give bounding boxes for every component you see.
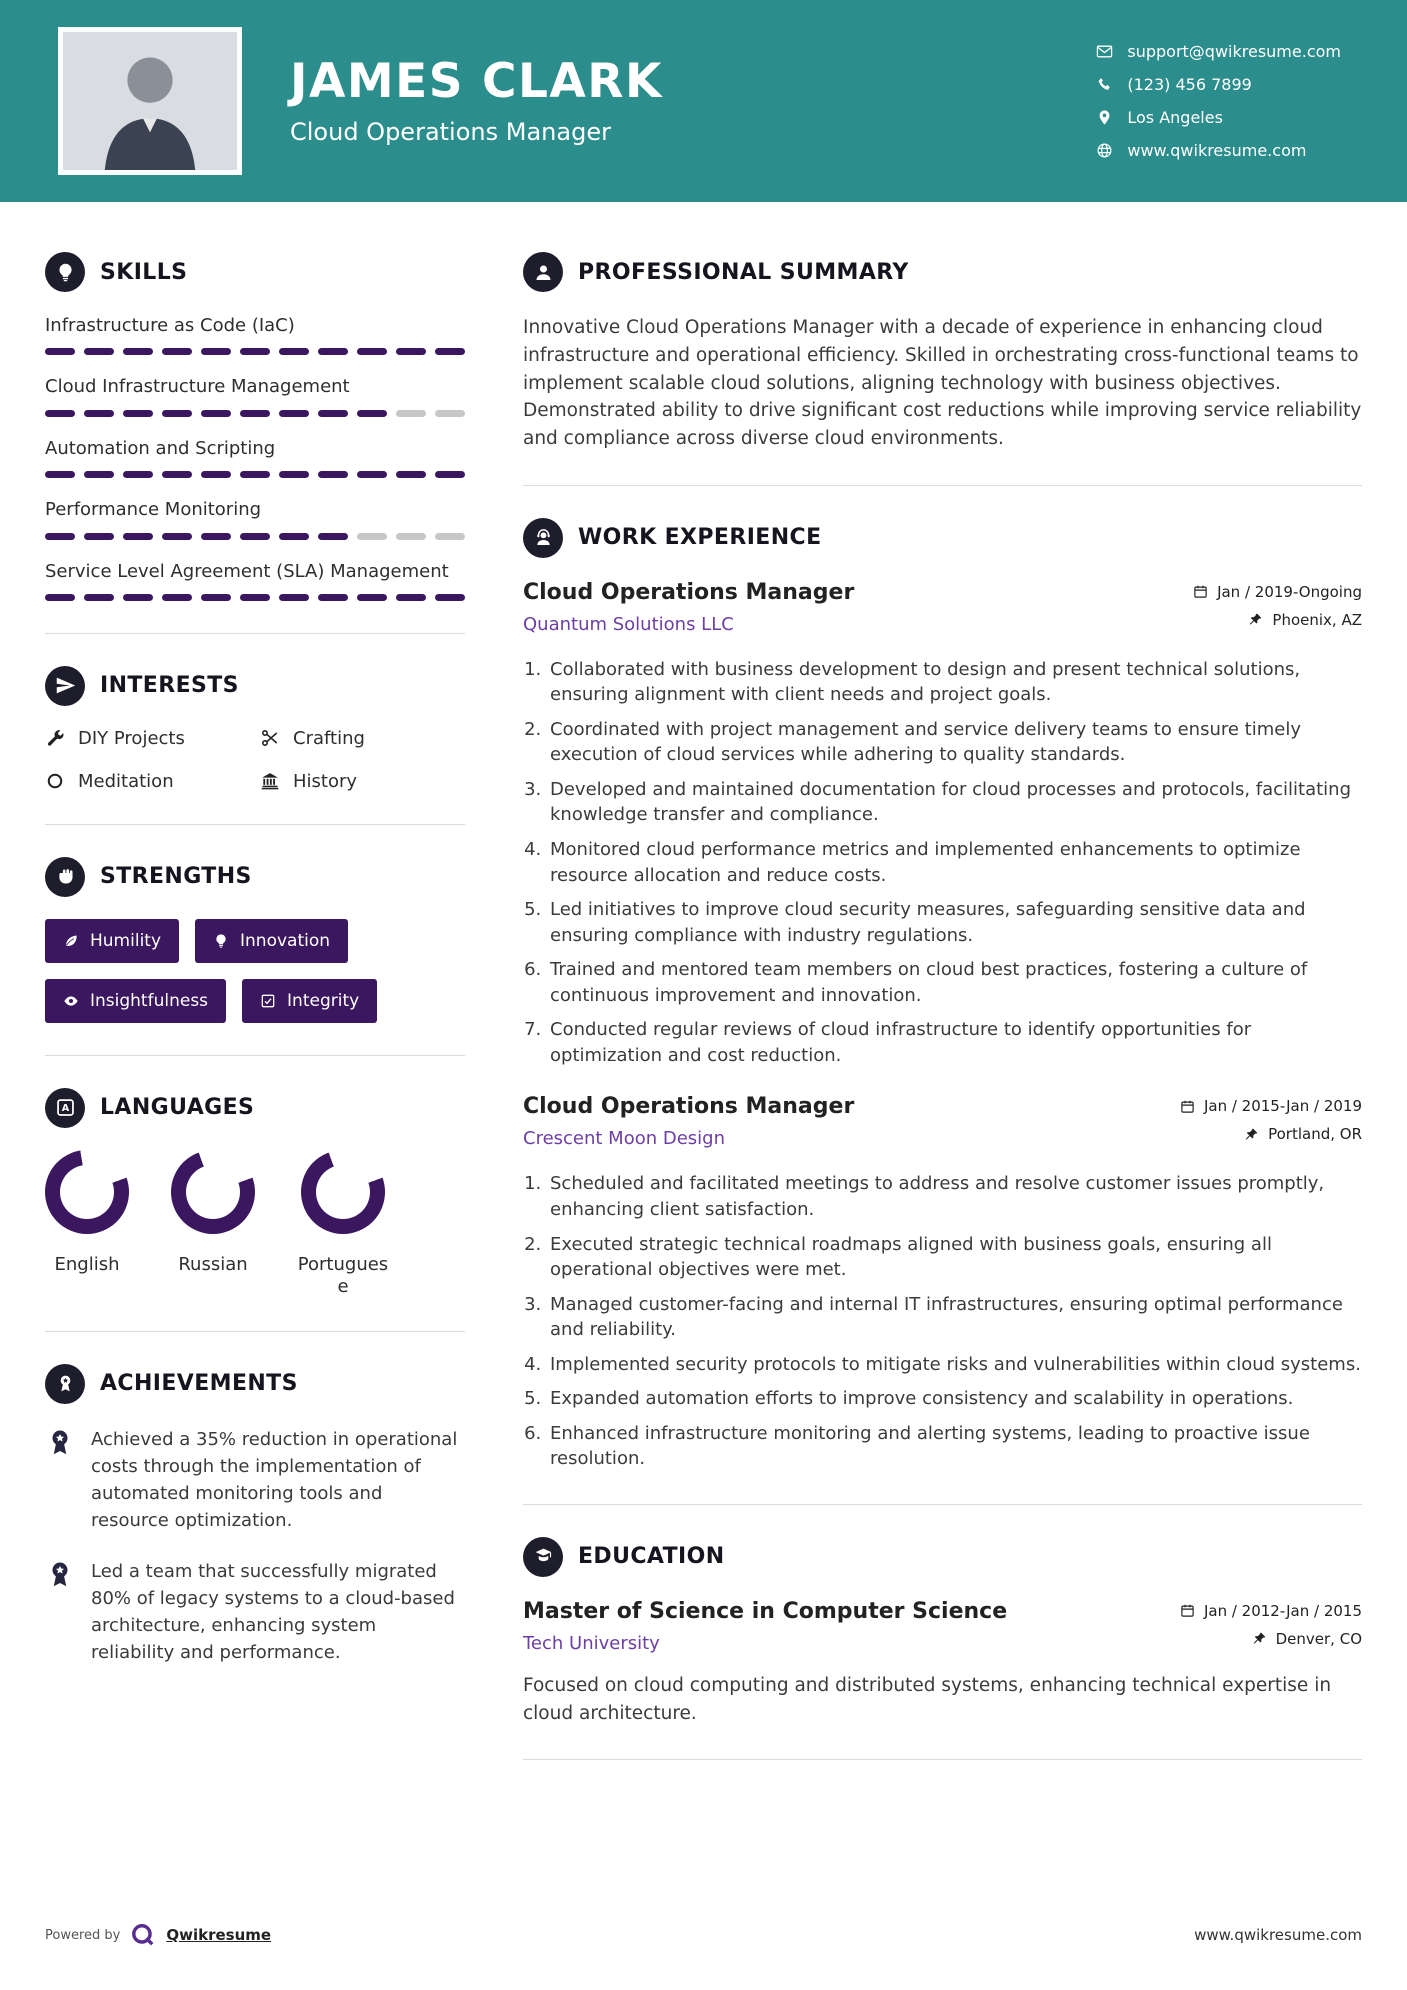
- skill-level-dash: [279, 533, 309, 540]
- skill-name: Performance Monitoring: [45, 499, 262, 521]
- interest-label: History: [293, 770, 358, 792]
- interest-item: [260, 728, 465, 749]
- strength-badge: [45, 979, 226, 1023]
- languages-section: [45, 1088, 465, 1299]
- strengths-section: [45, 857, 465, 1023]
- interest-item: [45, 771, 250, 792]
- skill-item: [45, 375, 465, 416]
- check-square-icon: [260, 993, 276, 1009]
- education-dates-row: [1180, 1602, 1362, 1620]
- job-dates-row: [1193, 583, 1362, 601]
- person-icon: [523, 252, 563, 292]
- footer: [0, 1922, 1407, 1990]
- contact-phone[interactable]: [1096, 75, 1341, 94]
- interests-section: [45, 666, 465, 792]
- skill-level-dash: [396, 410, 426, 417]
- divider: [523, 1759, 1362, 1760]
- experience-bullet: 7. Conducted regular reviews of cloud infrastructure to identify opportunities for optimization and cost reduction.: [547, 1017, 1362, 1068]
- achievements-heading: [45, 1364, 465, 1404]
- contact-website-text: www.qwikresume.com: [1127, 141, 1307, 160]
- job-entry: [523, 1094, 1362, 1471]
- experience-bullet: 4. Implemented security protocols to mitigate risks and vulnerabilities within cloud systems.: [547, 1352, 1362, 1378]
- achievement-item: [45, 1558, 465, 1666]
- experience-bullet: 3. Developed and maintained documentation for cloud processes and protocols, facilitating knowledge transfer and compliance.: [547, 777, 1362, 828]
- contact-location[interactable]: [1096, 108, 1341, 127]
- skill-level-dash: [435, 410, 465, 417]
- job-head: [523, 1094, 1362, 1153]
- calendar-icon: [1180, 1099, 1195, 1114]
- skill-level-dash: [396, 471, 426, 478]
- experience-title: WORK EXPERIENCE: [578, 525, 822, 551]
- interest-item: [45, 728, 250, 749]
- leaf-icon: [63, 933, 79, 949]
- summary-text: Innovative Cloud Operations Manager with a decade of experience in enhancing cloud infrastructure and operational efficiency. Skilled in orchestrating cross-functional teams to implement scalable cloud solutions, aligning technology with business objectives. Demonstrated ability to drive significant cost reductions while improving service reliability and compliance across diverse cloud environments.: [523, 317, 1362, 449]
- skill-level-dash: [357, 533, 387, 540]
- job-dates: Jan / 2015-Jan / 2019: [1203, 1097, 1362, 1116]
- name-block: [290, 56, 663, 146]
- skill-level-dash: [84, 410, 114, 417]
- skill-level-dash: [357, 471, 387, 478]
- skill-level-dash: [318, 594, 348, 601]
- award-ribbon-icon: [45, 1560, 75, 1590]
- skill-level-dash: [279, 348, 309, 355]
- experience-bullet: 2. Coordinated with project management and service delivery teams to ensure timely execution of cloud services while adhering to quality standards.: [547, 717, 1362, 768]
- job-title: Cloud Operations Manager: [523, 579, 855, 605]
- skill-name: Infrastructure as Code (IaC): [45, 315, 295, 336]
- skill-level-dash: [435, 348, 465, 355]
- candidate-title: Cloud Operations Manager: [290, 117, 611, 146]
- interest-label: Meditation: [78, 770, 174, 792]
- qwikresume-logo-icon: [130, 1922, 156, 1948]
- job-title: Cloud Operations Manager: [523, 1094, 855, 1120]
- education-degree: Master of Science in Computer Science: [523, 1598, 1008, 1624]
- strength-label: Humility: [90, 930, 162, 951]
- education-meta: [1180, 1599, 1362, 1658]
- skill-level-bar: [45, 348, 465, 355]
- job-location: Phoenix, AZ: [1272, 610, 1362, 629]
- skill-level-dash: [162, 410, 192, 417]
- experience-bullet: 6. Enhanced infrastructure monitoring and alerting systems, leading to proactive issue resolution.: [547, 1421, 1362, 1472]
- profile-photo-placeholder: [63, 32, 237, 170]
- strength-label: Integrity: [287, 990, 360, 1011]
- experience-section: [523, 518, 1362, 1472]
- interest-item: [260, 771, 465, 792]
- wrench-icon: [45, 728, 65, 748]
- pushpin-icon: [1244, 1127, 1259, 1142]
- skill-level-dash: [45, 533, 75, 540]
- graduate-icon: [523, 1537, 563, 1577]
- strength-badge: [195, 919, 348, 963]
- interests-grid: [45, 728, 465, 792]
- experience-bullet: 1. Scheduled and facilitated meetings to address and resolve customer issues promptly, enhancing client satisfaction.: [547, 1171, 1362, 1222]
- museum-icon: [260, 771, 280, 791]
- education-heading: [523, 1537, 1362, 1577]
- skill-level-dash: [84, 348, 114, 355]
- skill-level-dash: [45, 594, 75, 601]
- contact-email-text: support@qwikresume.com: [1127, 42, 1341, 61]
- strengths-badges: [45, 919, 465, 1023]
- skill-name: Cloud Infrastructure Management: [45, 376, 350, 398]
- divider: [523, 485, 1362, 486]
- education-location-row: [1180, 1630, 1362, 1648]
- education-section: [523, 1537, 1362, 1728]
- job-dates-row: [1180, 1097, 1362, 1115]
- contact-email[interactable]: [1096, 42, 1341, 61]
- fist-icon: [45, 857, 85, 897]
- skill-level-dash: [396, 594, 426, 601]
- achievements-section: [45, 1364, 465, 1666]
- skill-level-dash: [279, 410, 309, 417]
- calendar-icon: [1193, 584, 1208, 599]
- experience-heading: [523, 518, 1362, 558]
- language-level-donut: [301, 1150, 385, 1234]
- skill-level-bar: [45, 594, 465, 601]
- skill-level-dash: [318, 471, 348, 478]
- education-head: [523, 1599, 1362, 1658]
- job-title-block: [523, 1094, 854, 1149]
- skill-level-dash: [240, 410, 270, 417]
- person-headset-icon: [523, 518, 563, 558]
- skills-heading: [45, 252, 465, 292]
- strength-label: Insightfulness: [90, 990, 209, 1011]
- footer-website-link[interactable]: www.qwikresume.com: [1194, 1926, 1362, 1944]
- skill-level-bar: [45, 410, 465, 417]
- divider: [45, 1331, 465, 1332]
- skill-item: [45, 498, 465, 539]
- skill-level-dash: [84, 533, 114, 540]
- pushpin-icon: [1252, 1631, 1267, 1646]
- contact-phone-text: (123) 456 7899: [1127, 75, 1252, 94]
- job-location-row: [1180, 1125, 1362, 1143]
- skill-level-dash: [201, 533, 231, 540]
- divider: [45, 824, 465, 825]
- skill-item: [45, 560, 465, 601]
- language-level-donut: [45, 1150, 129, 1234]
- job-title-block: [523, 580, 854, 635]
- job-meta: [1193, 580, 1362, 639]
- skill-level-dash: [396, 533, 426, 540]
- skill-name: Automation and Scripting: [45, 437, 276, 459]
- paper-plane-icon: [45, 666, 85, 706]
- language-item: [45, 1150, 129, 1299]
- skill-level-dash: [123, 410, 153, 417]
- skill-level-dash: [357, 410, 387, 417]
- achievement-text: Led a team that successfully migrated 80% of legacy systems to a cloud-based architecture, enhancing system reliability and performance.: [91, 1560, 455, 1663]
- skill-level-dash: [201, 410, 231, 417]
- languages-list: [45, 1150, 465, 1299]
- contact-list: [1096, 28, 1349, 174]
- email-icon: [1096, 43, 1113, 60]
- job-company: Quantum Solutions LLC: [523, 613, 734, 635]
- skill-level-dash: [84, 471, 114, 478]
- skill-level-dash: [240, 348, 270, 355]
- brand-link[interactable]: Qwikresume: [166, 1926, 272, 1944]
- experience-bullet: 5. Led initiatives to improve cloud security measures, safeguarding sensitive data and ensuring compliance with industry regulations.: [547, 897, 1362, 948]
- education-dates: Jan / 2012-Jan / 2015: [1203, 1601, 1362, 1620]
- skill-level-dash: [123, 594, 153, 601]
- summary-section: [523, 252, 1362, 453]
- skill-level-dash: [240, 594, 270, 601]
- language-level-donut: [171, 1150, 255, 1234]
- skill-level-dash: [84, 594, 114, 601]
- education-description: Focused on cloud computing and distributed systems, enhancing technical expertise in cloud architecture.: [523, 1674, 1332, 1724]
- right-column: [523, 252, 1362, 1792]
- languages-heading: [45, 1088, 465, 1128]
- skill-level-dash: [45, 410, 75, 417]
- skill-level-dash: [45, 471, 75, 478]
- job-entry: [523, 580, 1362, 1069]
- circle-icon: [45, 771, 65, 791]
- skill-level-dash: [123, 471, 153, 478]
- job-bullets: [547, 1171, 1362, 1471]
- job-dates: Jan / 2019-Ongoing: [1217, 582, 1362, 601]
- experience-bullet: 2. Executed strategic technical roadmaps aligned with business goals, ensuring all operational objectives were met.: [547, 1232, 1362, 1283]
- education-school: Tech University: [523, 1632, 660, 1654]
- skill-level-dash: [201, 471, 231, 478]
- job-bullets: [547, 657, 1362, 1069]
- skill-level-dash: [318, 410, 348, 417]
- experience-bullet: 3. Managed customer-facing and internal IT infrastructures, ensuring optimal performance and reliability.: [547, 1292, 1362, 1343]
- skill-level-bar: [45, 471, 465, 478]
- skill-level-dash: [45, 348, 75, 355]
- candidate-name: JAMES CLARK: [290, 54, 663, 110]
- strength-label: Innovation: [240, 930, 331, 951]
- skills-section: [45, 252, 465, 601]
- interest-label: Crafting: [293, 727, 365, 749]
- phone-icon: [1096, 76, 1113, 93]
- skill-level-dash: [435, 594, 465, 601]
- divider: [523, 1504, 1362, 1505]
- achievement-text: Achieved a 35% reduction in operational costs through the implementation of automated monitoring tools and resource optimization.: [91, 1428, 458, 1531]
- education-location: Denver, CO: [1275, 1629, 1362, 1648]
- profile-photo: [58, 27, 242, 175]
- job-meta: [1180, 1094, 1362, 1153]
- interests-title: INTERESTS: [100, 673, 239, 699]
- strengths-heading: [45, 857, 465, 897]
- skills-title: SKILLS: [100, 259, 188, 285]
- skill-level-dash: [318, 348, 348, 355]
- achievements-title: ACHIEVEMENTS: [100, 1371, 298, 1397]
- calendar-icon: [1180, 1603, 1195, 1618]
- skill-level-dash: [357, 594, 387, 601]
- divider: [45, 1055, 465, 1056]
- left-column: [45, 252, 465, 1690]
- skill-level-dash: [279, 594, 309, 601]
- strength-badge: [242, 979, 377, 1023]
- skill-level-dash: [357, 348, 387, 355]
- skill-level-dash: [435, 471, 465, 478]
- body: [0, 202, 1407, 1922]
- medal-icon: [45, 1364, 85, 1404]
- skill-level-dash: [396, 348, 426, 355]
- language-item: [171, 1150, 255, 1299]
- summary-title: PROFESSIONAL SUMMARY: [578, 259, 909, 285]
- skill-level-dash: [240, 471, 270, 478]
- award-ribbon-icon: [45, 1428, 75, 1458]
- skill-item: [45, 437, 465, 478]
- contact-website[interactable]: [1096, 141, 1341, 160]
- language-item: [297, 1150, 389, 1299]
- job-location-row: [1193, 611, 1362, 629]
- achievement-item: [45, 1426, 465, 1534]
- contact-location-text: Los Angeles: [1127, 108, 1223, 127]
- education-title: EDUCATION: [578, 1544, 725, 1570]
- job-location: Portland, OR: [1268, 1125, 1362, 1144]
- skill-level-dash: [162, 348, 192, 355]
- pushpin-icon: [1248, 612, 1263, 627]
- strengths-title: STRENGTHS: [100, 864, 252, 890]
- languages-title: LANGUAGES: [100, 1095, 255, 1121]
- header: [0, 0, 1407, 202]
- skill-level-dash: [123, 348, 153, 355]
- lightbulb-icon: [45, 252, 85, 292]
- skill-level-dash: [162, 471, 192, 478]
- skill-item: [45, 314, 465, 355]
- globe-icon: [1096, 142, 1113, 159]
- job-company: Crescent Moon Design: [523, 1128, 726, 1150]
- location-icon: [1096, 109, 1113, 126]
- summary-heading: [523, 252, 1362, 292]
- skill-level-dash: [201, 594, 231, 601]
- translate-icon: [45, 1088, 85, 1128]
- job-head: [523, 580, 1362, 639]
- experience-bullet: 4. Monitored cloud performance metrics and implemented enhancements to optimize resource allocation and reduce costs.: [547, 837, 1362, 888]
- language-label: English: [54, 1253, 120, 1275]
- eye-icon: [63, 993, 79, 1009]
- skill-name: Service Level Agreement (SLA) Management: [45, 560, 449, 582]
- education-title-block: [523, 1599, 1007, 1654]
- experience-bullet: 6. Trained and mentored team members on cloud best practices, fostering a culture of continuous improvement and innovation.: [547, 957, 1362, 1008]
- interests-heading: [45, 666, 465, 706]
- skill-level-dash: [162, 594, 192, 601]
- divider: [45, 633, 465, 634]
- interest-label: DIY Projects: [78, 727, 185, 749]
- lightbulb-icon: [213, 933, 229, 949]
- skill-level-dash: [318, 533, 348, 540]
- skill-level-dash: [123, 533, 153, 540]
- skill-level-dash: [279, 471, 309, 478]
- skill-level-dash: [162, 533, 192, 540]
- scissors-icon: [260, 728, 280, 748]
- experience-bullet: 1. Collaborated with business development to design and present technical solutions, ensuring alignment with client needs and project goals.: [547, 657, 1362, 708]
- skill-level-dash: [201, 348, 231, 355]
- powered-by: [45, 1922, 271, 1948]
- powered-by-label: Powered by: [45, 1927, 121, 1943]
- skill-level-bar: [45, 533, 465, 540]
- svg-text:A: A: [61, 1103, 69, 1115]
- experience-bullet: 5. Expanded automation efforts to improve consistency and scalability in operations.: [547, 1386, 1362, 1412]
- language-label: Russian: [178, 1253, 248, 1275]
- education-entry: [523, 1599, 1362, 1728]
- language-label: Portuguese: [297, 1253, 389, 1298]
- strength-badge: [45, 919, 179, 963]
- skill-level-dash: [240, 533, 270, 540]
- skill-level-dash: [435, 533, 465, 540]
